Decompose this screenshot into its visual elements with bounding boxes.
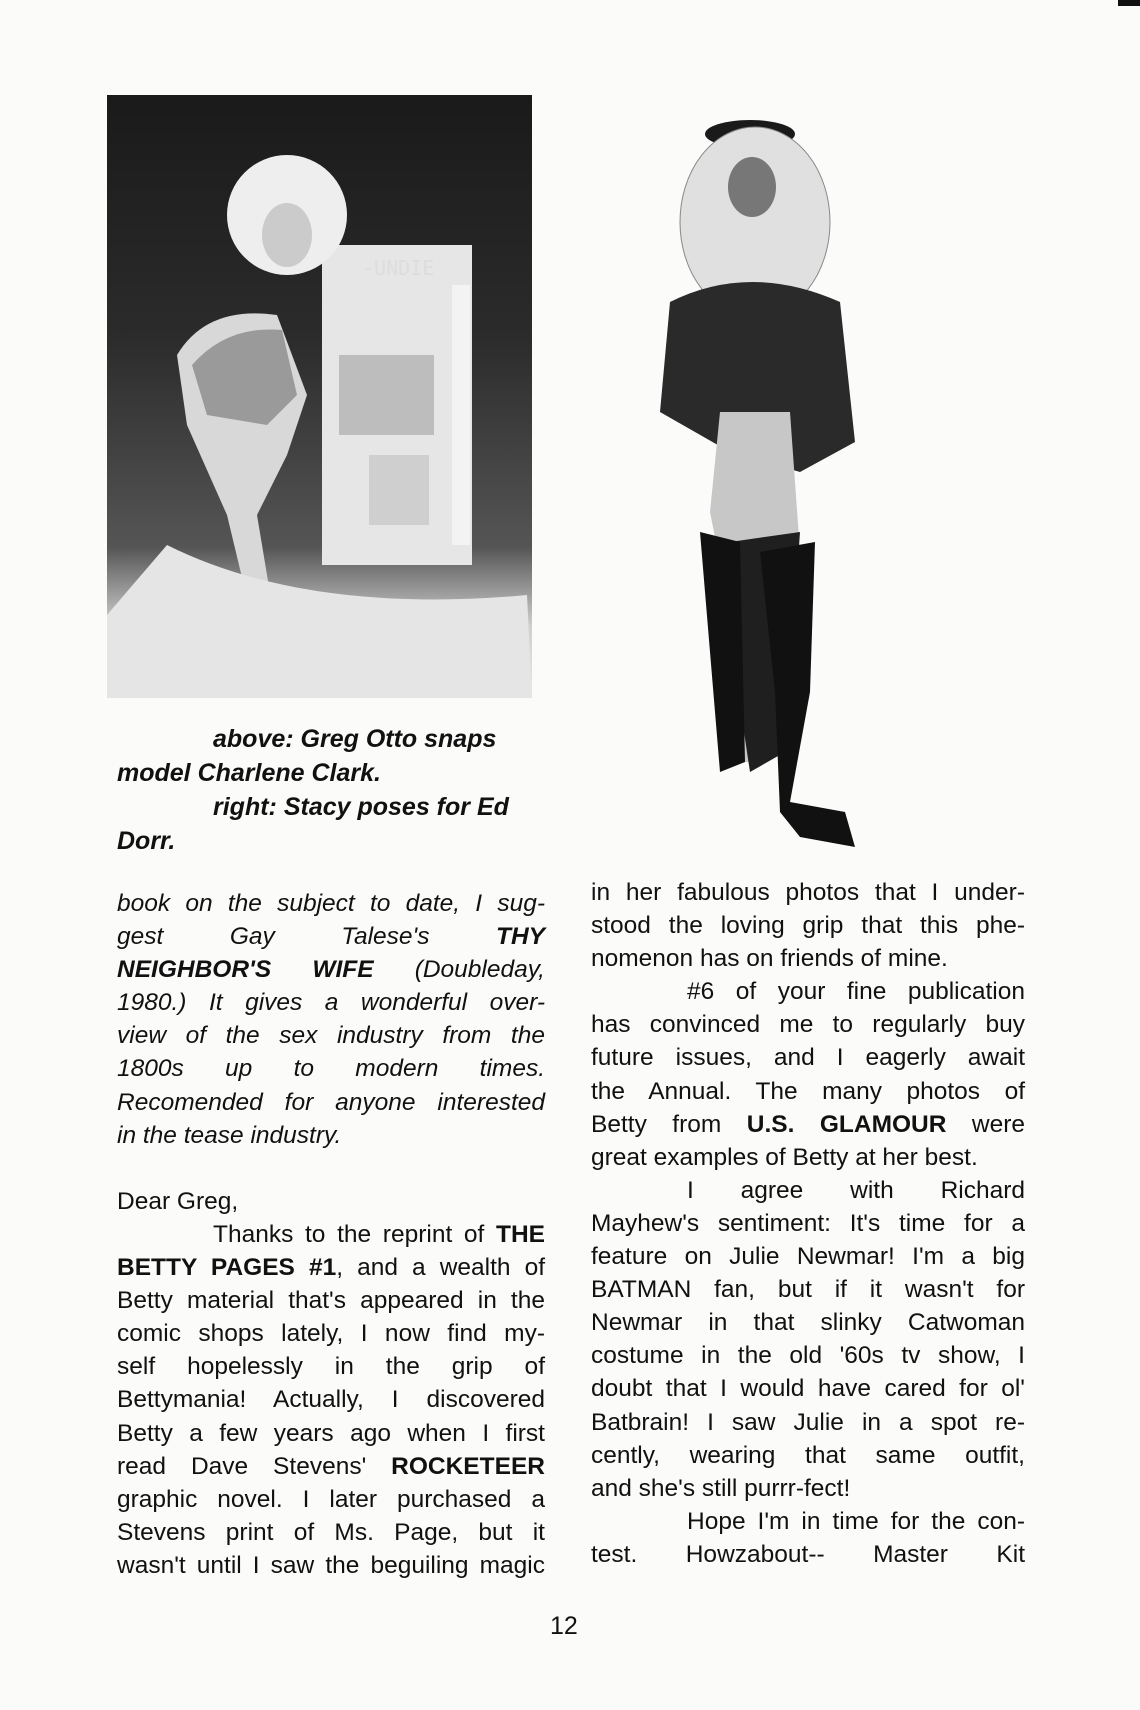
text-segment: Betty material that's appeared in the (117, 1287, 545, 1315)
text-line (117, 1218, 545, 1251)
text-segment: Stevens print of Ms. Page, but it (117, 1518, 545, 1546)
photo-left-illustration (107, 95, 532, 698)
text-segment: Newmar in that slinky Catwoman (591, 1309, 1025, 1337)
text-segment: comic shops lately, I now find my- (117, 1320, 545, 1348)
text-segment: test. Howzabout-- Master Kit (591, 1540, 1025, 1568)
text-segment: self hopelessly in the grip of (117, 1353, 545, 1381)
bold-title: ROCKETEER (391, 1452, 545, 1480)
caption-line: model Charlene Clark. (117, 759, 381, 787)
text-segment: graphic novel. I later purchased a (117, 1485, 545, 1513)
text-line (117, 953, 545, 986)
text-segment: Recomended for anyone interested (117, 1088, 545, 1116)
text-segment: Dear Greg, (117, 1187, 239, 1215)
text-line (591, 1075, 1025, 1108)
text-segment: read Dave Stevens' (117, 1452, 392, 1480)
bold-title: THE (496, 1220, 545, 1248)
bold-title: NEIGHBOR'S WIFE (117, 956, 374, 984)
text-line (591, 1372, 1025, 1405)
bold-title: BETTY PAGES #1 (117, 1254, 337, 1282)
text-line (591, 1108, 1025, 1141)
text-segment: 1980.) It gives a wonderful over- (117, 989, 545, 1017)
text-segment: future issues, and I eagerly await (591, 1044, 1025, 1072)
text-line (591, 1472, 1025, 1505)
text-line (591, 1141, 1025, 1174)
photo-stacy-posing (640, 112, 932, 847)
text-segment: 1800s up to modern times. (117, 1055, 545, 1083)
text-segment: Hope I'm in time for the con- (687, 1507, 1025, 1535)
photo-right-illustration (640, 112, 932, 847)
text-line (117, 1284, 545, 1317)
text-line (117, 1152, 545, 1185)
text-line (117, 1383, 545, 1416)
text-segment: Betty from (591, 1110, 747, 1138)
text-line (591, 876, 1025, 909)
text-segment: Mayhew's sentiment: It's time for a (591, 1209, 1025, 1237)
text-segment: BATMAN fan, but if it wasn't for (591, 1276, 1025, 1304)
text-segment: Bettymania! Actually, I discovered (117, 1386, 545, 1414)
page-number: 12 (550, 1612, 578, 1640)
text-line (117, 986, 545, 1019)
text-line (117, 1350, 545, 1383)
text-line (117, 1417, 545, 1450)
text-line (591, 1439, 1025, 1472)
text-segment: book on the subject to date, I sug- (117, 890, 545, 917)
text-line (591, 1406, 1025, 1439)
text-segment: in the tease industry. (117, 1121, 342, 1149)
text-segment: view of the sex industry from the (117, 1022, 545, 1050)
text-line (591, 1008, 1025, 1041)
text-segment: cently, wearing that same outfit, (591, 1441, 1025, 1469)
text-line (591, 1240, 1025, 1273)
text-line (117, 1317, 545, 1350)
text-segment: Thanks to the reprint of (213, 1220, 496, 1248)
text-line (591, 1207, 1025, 1240)
text-line (591, 1505, 1025, 1538)
text-segment: doubt that I would have cared for ol' (591, 1375, 1025, 1403)
text-line (117, 1450, 545, 1483)
text-segment: has convinced me to regularly buy (591, 1011, 1025, 1039)
text-segment: feature on Julie Newmar! I'm a big (591, 1243, 1025, 1271)
text-segment: (Doubleday, (373, 956, 545, 984)
text-line (117, 1019, 545, 1052)
text-column-left (117, 887, 545, 1582)
text-line (591, 1041, 1025, 1074)
photo-caption (117, 722, 547, 858)
text-line (117, 1251, 545, 1284)
text-line (117, 1052, 545, 1085)
photo-model-charlene-clark (107, 95, 532, 698)
caption-line: right: Stacy poses for Ed (213, 793, 509, 821)
text-segment: #6 of your fine publication (687, 978, 1025, 1006)
text-line (117, 1185, 545, 1218)
text-segment: and she's still purrr-fect! (591, 1474, 851, 1502)
scan-corner-mark (1118, 0, 1140, 6)
text-line (591, 1538, 1025, 1571)
text-segment: wasn't until I saw the beguiling magic (117, 1551, 545, 1579)
text-segment: nomenon has on friends of mine. (591, 945, 948, 973)
text-segment: I agree with Richard (687, 1176, 1025, 1204)
text-line (591, 1174, 1025, 1207)
text-segment: costume in the old '60s tv show, I (591, 1342, 1025, 1370)
vending-machine-sign: -UNDIE (362, 256, 435, 280)
text-line (117, 1549, 545, 1582)
text-line (117, 920, 545, 953)
text-segment: great examples of Betty at her best. (591, 1143, 978, 1171)
text-line (591, 1339, 1025, 1372)
caption-line: above: Greg Otto snaps (213, 725, 497, 753)
text-line (117, 887, 545, 920)
caption-line: Dorr. (117, 827, 176, 855)
text-segment: the Annual. The many photos of (591, 1077, 1025, 1105)
text-segment: Betty a few years ago when I first (117, 1419, 545, 1447)
text-segment: were (946, 1110, 1025, 1138)
text-line (117, 1086, 545, 1119)
text-segment: in her fabulous photos that I under- (591, 879, 1025, 906)
text-line (591, 942, 1025, 975)
text-line (591, 1273, 1025, 1306)
text-segment: stood the loving grip that this phe- (591, 912, 1025, 940)
text-line (591, 1306, 1025, 1339)
text-segment: Batbrain! I saw Julie in a spot re- (591, 1408, 1025, 1436)
text-line (591, 909, 1025, 942)
text-column-right (591, 876, 1025, 1571)
text-segment: , and a wealth of (336, 1254, 546, 1282)
text-segment: gest Gay Talese's (117, 923, 496, 951)
bold-title: U.S. GLAMOUR (746, 1110, 947, 1138)
text-line (117, 1119, 545, 1152)
text-line (117, 1483, 545, 1516)
text-line (591, 975, 1025, 1008)
bold-title: THY (496, 923, 545, 951)
text-line (117, 1516, 545, 1549)
